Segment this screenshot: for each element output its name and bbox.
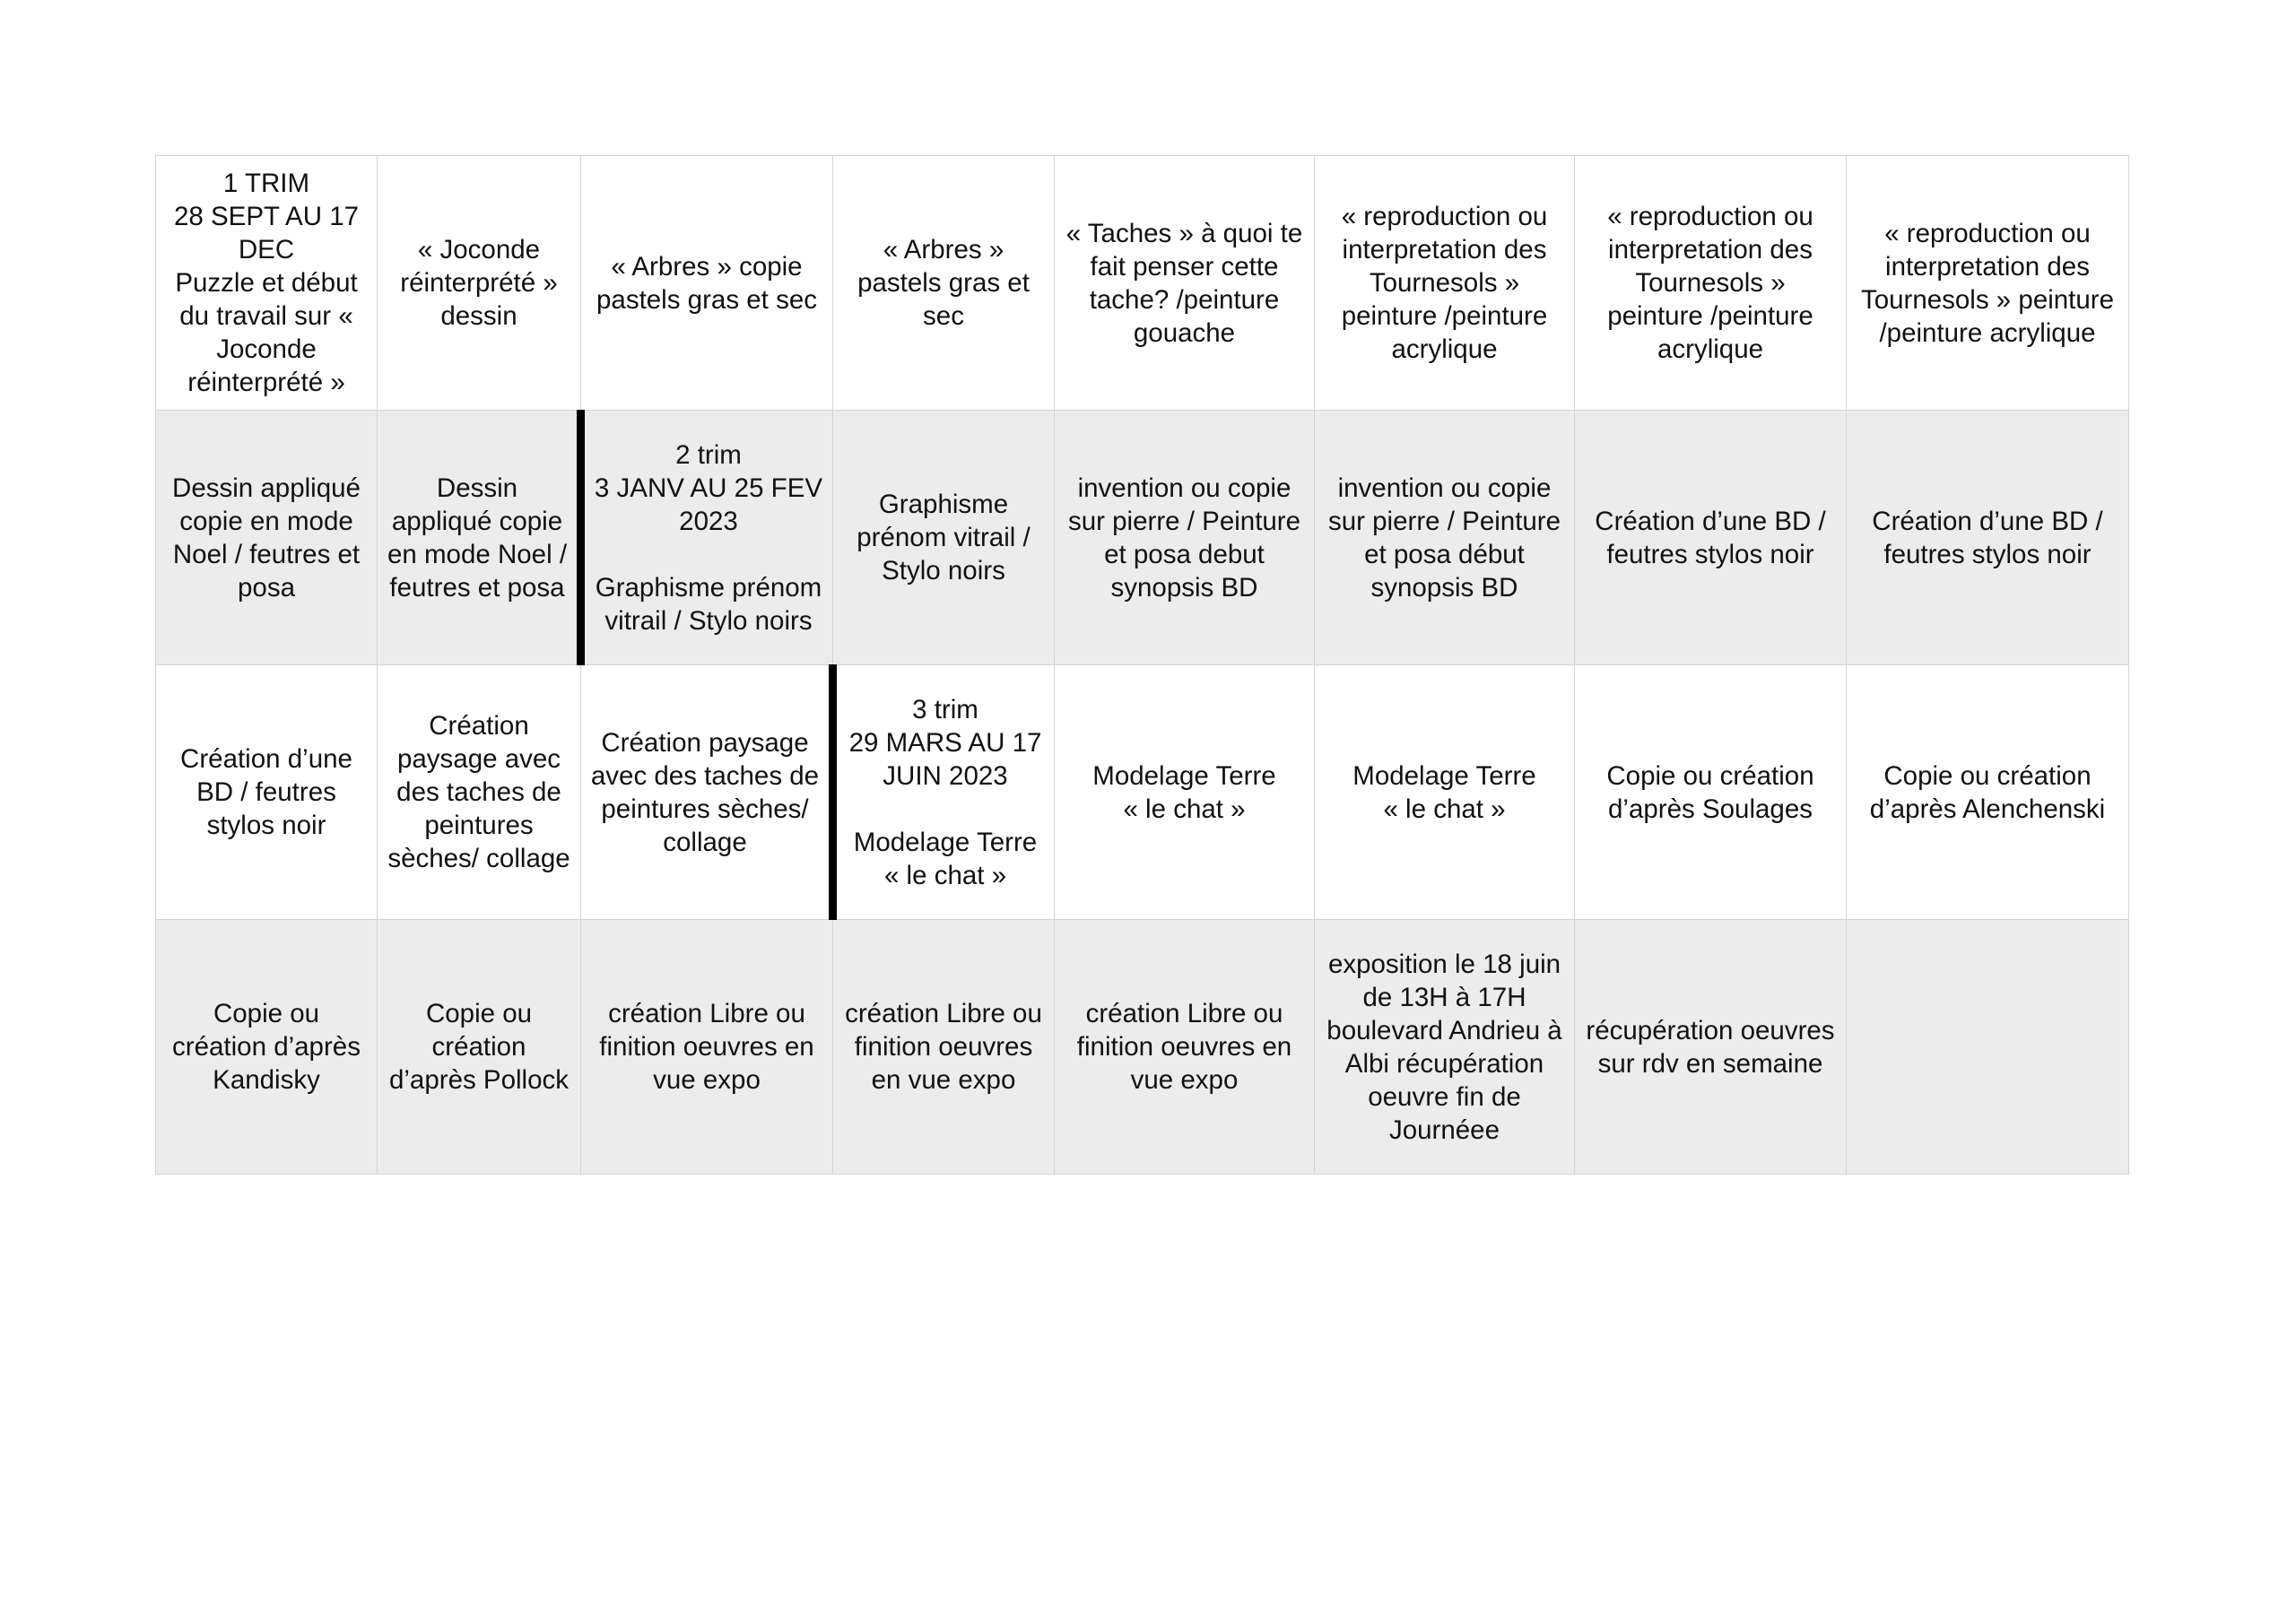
schedule-cell: récupération oeuvres sur rdv en semaine <box>1575 920 1847 1175</box>
schedule-cell: « reproduction ou interpretation des Tournesols » peinture /peinture acrylique <box>1315 156 1575 411</box>
schedule-cell: « reproduction ou interpretation des Tournesols » peinture /peinture acrylique <box>1575 156 1847 411</box>
term-start-cell: 3 trim 29 MARS AU 17 JUIN 2023 Modelage Terre « le chat » <box>833 665 1055 920</box>
schedule-cell: Création paysage avec des taches de peintures sèches/ collage <box>378 665 581 920</box>
schedule-cell: « reproduction ou interpretation des Tournesols » peinture /peinture acrylique <box>1847 156 2129 411</box>
schedule-cell: création Libre ou finition oeuvres en vue expo <box>833 920 1055 1175</box>
empty-cell <box>1847 920 2129 1175</box>
schedule-cell: Dessin appliqué copie en mode Noel / feutres et posa <box>378 411 581 665</box>
schedule-cell: Graphisme prénom vitrail / Stylo noirs <box>833 411 1055 665</box>
term-start-cell: 2 trim 3 JANV AU 25 FEV 2023 Graphisme prénom vitrail / Stylo noirs <box>581 411 833 665</box>
schedule-cell: exposition le 18 juin de 13H à 17H boulevard Andrieu à Albi récupération oeuvre fin de Journéee <box>1315 920 1575 1175</box>
schedule-cell: Création paysage avec des taches de peintures sèches/ collage <box>581 665 833 920</box>
table-row <box>156 920 2129 1175</box>
schedule-cell: « Arbres » pastels gras et sec <box>833 156 1055 411</box>
schedule-cell: Modelage Terre « le chat » <box>1315 665 1575 920</box>
table-row <box>156 411 2129 665</box>
schedule-cell: Copie ou création d’après Kandisky <box>156 920 378 1175</box>
schedule-table <box>155 155 2129 1175</box>
schedule-cell: 1 TRIM 28 SEPT AU 17 DEC Puzzle et début du travail sur « Joconde réinterprété » <box>156 156 378 411</box>
schedule-cell: Copie ou création d’après Alenchenski <box>1847 665 2129 920</box>
table-row <box>156 156 2129 411</box>
schedule-cell: « Taches » à quoi te fait penser cette tache? /peinture gouache <box>1055 156 1315 411</box>
schedule-cell: invention ou copie sur pierre / Peinture et posa début synopsis BD <box>1315 411 1575 665</box>
schedule-cell: invention ou copie sur pierre / Peinture et posa debut synopsis BD <box>1055 411 1315 665</box>
table-row <box>156 665 2129 920</box>
schedule-cell: Modelage Terre « le chat » <box>1055 665 1315 920</box>
schedule-cell: Création d’une BD / feutres stylos noir <box>1575 411 1847 665</box>
schedule-cell: création Libre ou finition oeuvres en vue expo <box>1055 920 1315 1175</box>
schedule-cell: création Libre ou finition oeuvres en vue expo <box>581 920 833 1175</box>
schedule-cell: Dessin appliqué copie en mode Noel / feutres et posa <box>156 411 378 665</box>
schedule-cell: « Arbres » copie pastels gras et sec <box>581 156 833 411</box>
schedule-cell: Copie ou création d’après Soulages <box>1575 665 1847 920</box>
schedule-cell: Copie ou création d’après Pollock <box>378 920 581 1175</box>
schedule-cell: Création d’une BD / feutres stylos noir <box>156 665 378 920</box>
schedule-cell: Création d’une BD / feutres stylos noir <box>1847 411 2129 665</box>
schedule-cell: « Joconde réinterprété » dessin <box>378 156 581 411</box>
